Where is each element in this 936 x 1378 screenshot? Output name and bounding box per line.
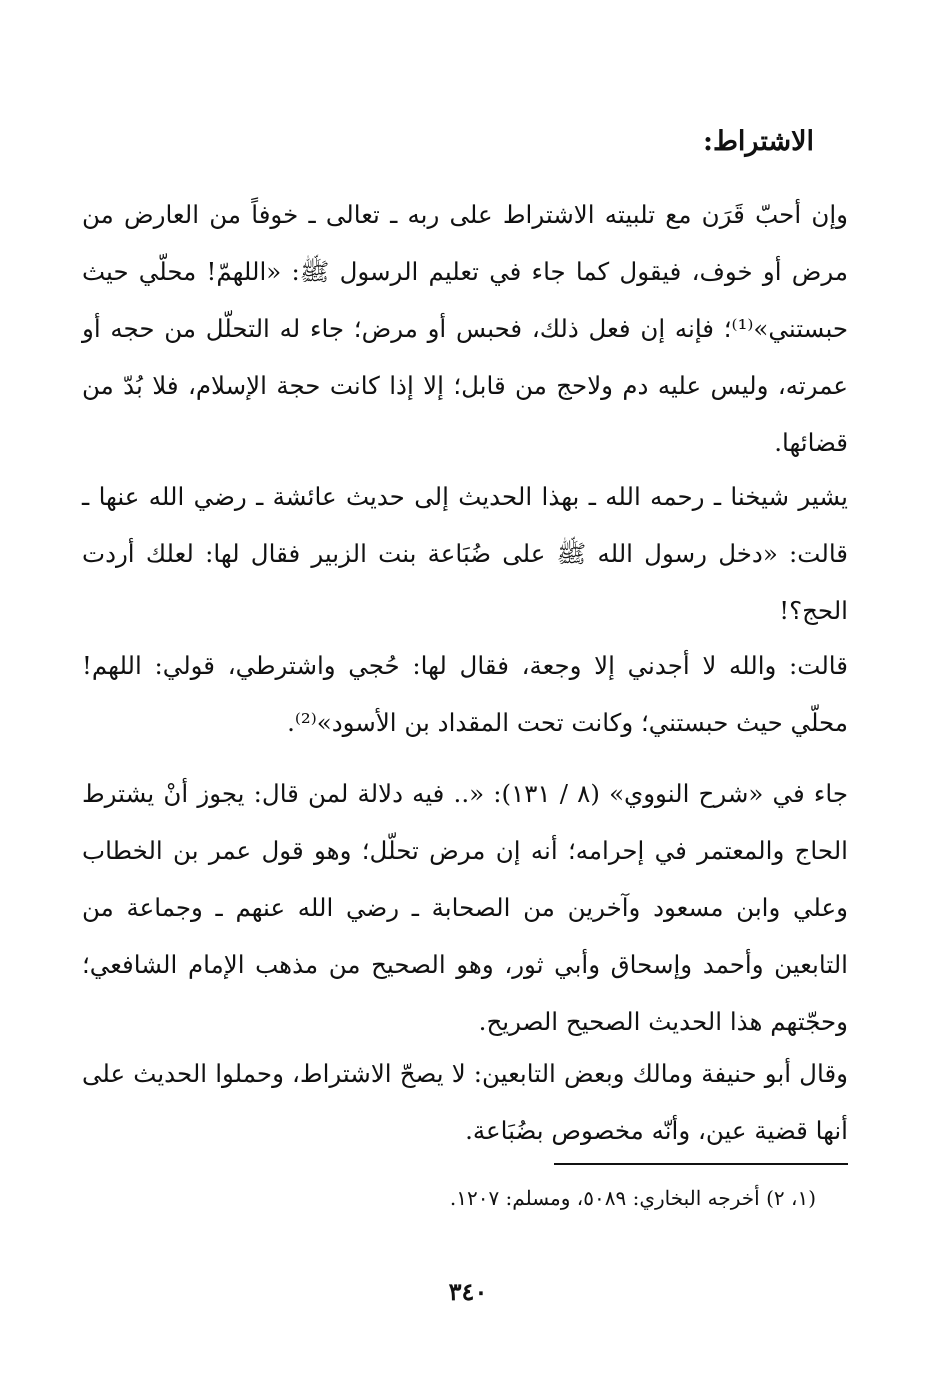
paragraph-aisha-hadith: يشير شيخنا ـ رحمه الله ـ بهذا الحديث إلى حديث عائشة ـ رضي الله عنها ـ قالت: «دخل رسول الله ﷺ على ضُبَاعة بنت الزبير فقال لها: لعلك أردت الحج؟! bbox=[82, 482, 848, 625]
footnote: (١، ٢) أخرجه البخاري: ٥٠٨٩، ومسلم: ١٢٠٧. bbox=[449, 1186, 816, 1210]
section-heading: الاشتراط: bbox=[702, 126, 814, 157]
paragraph-nawawi-commentary: جاء في «شرح النووي» (٨ / ١٣١): «.. فيه دلالة لمن قال: يجوز أنْ يشترط الحاج والمعتمر في إحرامه؛ أنه إن مرض تحلّل؛ وهو قول عمر بن الخطاب وعلي وابن مسعود وآخرين من الصحابة ـ رضي الله عنهم ـ وجماعة من التابعين وأحمد وإسحاق وأبي ثور، وهو الصحيح من مذهب الإمام الشافعي؛ وحجّتهم هذا الحديث الصحيح الصريح. bbox=[82, 779, 848, 1036]
footnote-divider bbox=[554, 1163, 848, 1165]
page-number: ٣٤٠ bbox=[448, 1277, 488, 1306]
paragraph-hadith-continuation: قالت: والله لا أجدني إلا وجعة، فقال لها: حُجي واشترطي، قولي: اللهم! محلّي حيث حبستني؛ وكانت تحت المقداد بن الأسود»⁽²⁾. bbox=[82, 651, 848, 737]
paragraph-conditional-ihram: وإن أحبّ قَرَن مع تلبيته الاشتراط على ربه ـ تعالى ـ خوفاً من العارض من مرض أو خوف، فيقول كما جاء في تعليم الرسول ﷺ: «اللهمّ! محلّي حيث حبستني»⁽¹⁾؛ فإنه إن فعل ذلك، فحبس أو مرض؛ جاء له التحلّل من حجه أو عمرته، وليس عليه دم ولاحج من قابل؛ إلا إذا كانت حجة الإسلام، فلا بُدّ من قضائها. bbox=[82, 200, 848, 457]
paragraph-opposing-view: وقال أبو حنيفة ومالك وبعض التابعين: لا يصحّ الاشتراط، وحملوا الحديث على أنها قضية عين، وأنّه مخصوص بضُبَاعة. bbox=[82, 1059, 848, 1145]
